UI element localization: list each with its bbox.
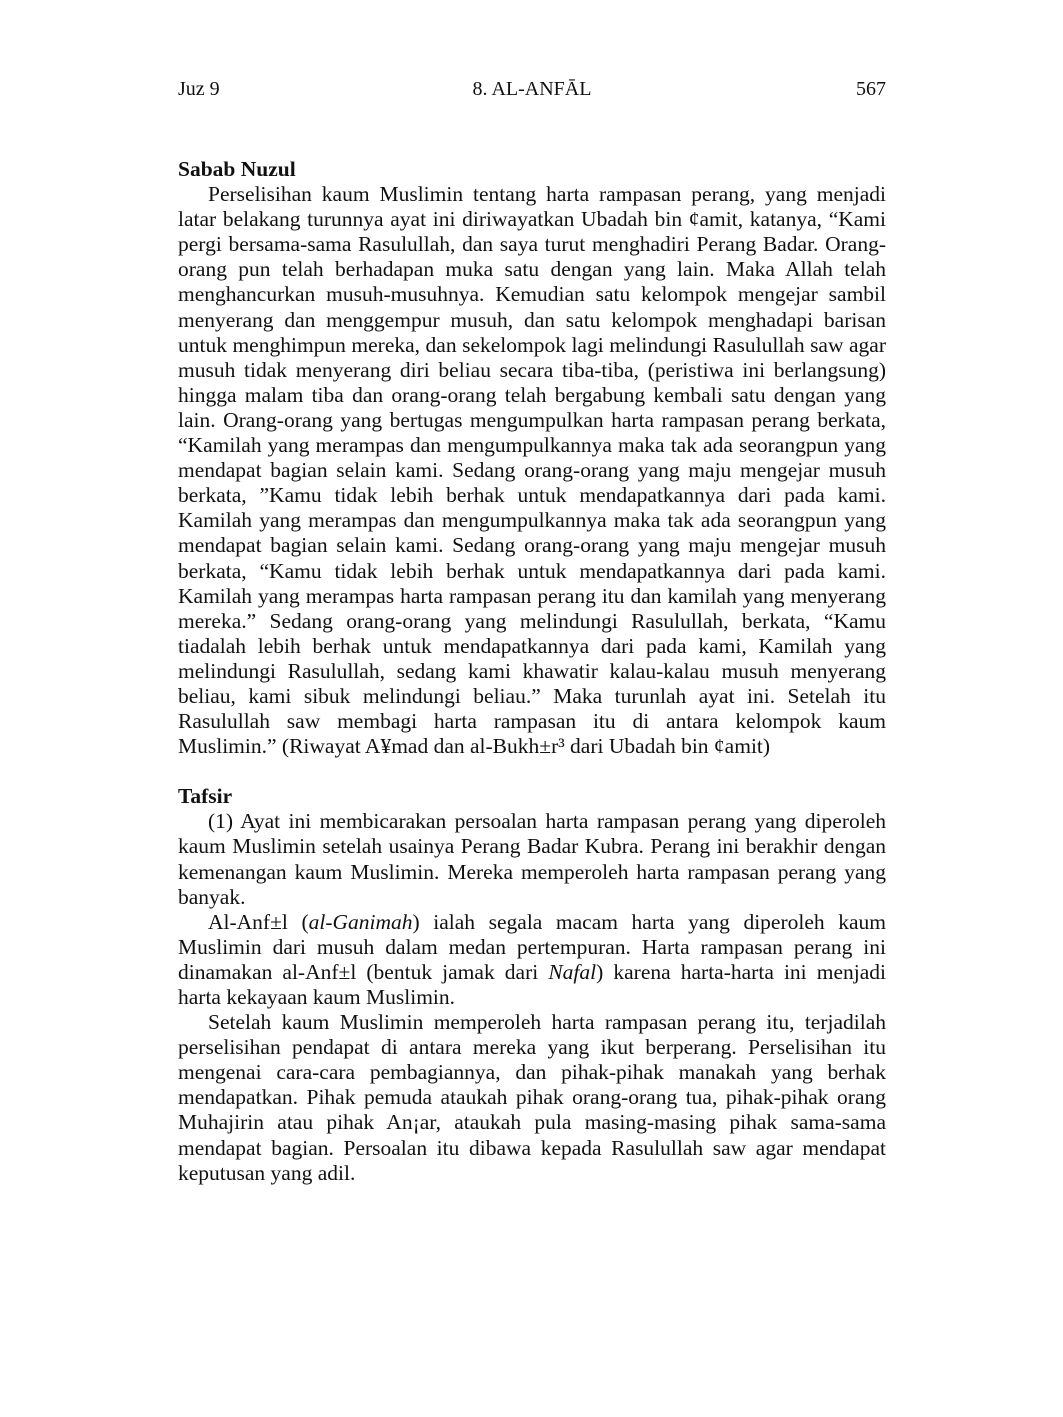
juz-label: Juz 9 bbox=[178, 78, 220, 100]
tafsir-paragraph-1: (1) Ayat ini membicarakan persoalan harta rampasan perang yang diperoleh kaum Muslimin setelah usainya Perang Badar Kubra. Perang ini berakhir dengan kemenangan kaum Muslimin. Mereka memperoleh harta rampasan perang yang banyak. bbox=[178, 809, 886, 909]
page-number: 567 bbox=[856, 78, 886, 100]
tafsir-paragraph-3: Setelah kaum Muslimin memperoleh harta rampasan perang itu, terjadilah perselisihan pendapat di antara mereka yang ikut berperang. Perselisihan itu mengenai cara-cara pembagiannya, dan pihak-pihak manakah yang berhak mendapatkan. Pihak pemuda ataukah pihak orang-orang tua, pihak-pihak orang Muhajirin atau pihak An¡ar, ataukah pula masing-masing pihak sama-sama mendapat bagian. Persoalan itu dibawa kepada Rasulullah saw agar mendapat keputusan yang adil. bbox=[178, 1010, 886, 1185]
tafsir-p2-text-2: ) ialah segala macam harta yang diperoleh kaum Muslimin dari musuh dalam medan pertempuran. Harta rampasan perang ini dinamakan al-Anf±l (bentuk jamak dari bbox=[178, 909, 886, 984]
sabab-nuzul-heading: Sabab Nuzul bbox=[178, 157, 296, 181]
tafsir-p2-text-3: ) karena harta-harta ini menjadi harta kekayaan kaum Muslimin. bbox=[178, 959, 886, 1009]
tafsir-p2-italic-ganimah: al-Ganimah bbox=[308, 909, 413, 934]
section-gap bbox=[178, 759, 886, 784]
tafsir-p2-italic-nafal: Nafal bbox=[548, 959, 597, 984]
tafsir-p2-text-1: Al-Anf±l ( bbox=[208, 909, 309, 934]
tafsir-paragraph-2 bbox=[178, 910, 886, 1010]
running-header bbox=[178, 76, 886, 102]
surah-title: 8. AL-ANFĀL bbox=[472, 78, 592, 100]
page-body bbox=[178, 157, 886, 1186]
sabab-nuzul-paragraph: Perselisihan kaum Muslimin tentang harta rampasan perang, yang menjadi latar belakang turunnya ayat ini diriwayatkan Ubadah bin ¢amit, katanya, “Kami pergi bersama-sama Rasulullah, dan saya turut menghadiri Perang Badar. Orang-orang pun telah berhadapan muka satu dengan yang lain. Maka Allah telah menghancurkan musuh-musuhnya. Kemudian satu kelompok mengejar sambil menyerang dan menggempur musuh, dan satu kelompok menghadapi barisan untuk menghimpun mereka, dan sekelompok lagi melindungi Rasulullah saw agar musuh tidak menyerang diri beliau secara tiba-tiba, (peristiwa ini berlangsung) hingga malam tiba dan orang-orang telah bergabung kembali satu dengan yang lain. Orang-orang yang bertugas mengumpulkan harta rampasan perang berkata, “Kamilah yang merampas dan mengumpulkannya maka tak ada seorangpun yang mendapat bagian selain kami. Sedang orang-orang yang maju mengejar musuh berkata, ”Kamu tidak lebih berhak untuk mendapatkannya dari pada kami. Kamilah yang merampas dan mengumpulkannya maka tak ada seorangpun yang mendapat bagian selain kami. Sedang orang-orang yang maju mengejar musuh berkata, “Kamu tidak lebih berhak untuk mendapatkannya dari pada kami. Kamilah yang merampas harta rampasan perang itu dan kamilah yang menyerang mereka.” Sedang orang-orang yang melindungi Rasulullah, berkata, “Kamu tiadalah lebih berhak untuk mendapatkannya dari pada kami, Kamilah yang melindungi Rasulullah, sedang kami khawatir kalau-kalau musuh menyerang beliau, kami sibuk melindungi beliau.” Maka turunlah ayat ini. Setelah itu Rasulullah saw membagi harta rampasan itu di antara kelompok kaum Muslimin.” (Riwayat A¥mad dan al-Bukh±r³ dari Ubadah bin ¢amit) bbox=[178, 182, 886, 759]
tafsir-heading: Tafsir bbox=[178, 784, 233, 809]
